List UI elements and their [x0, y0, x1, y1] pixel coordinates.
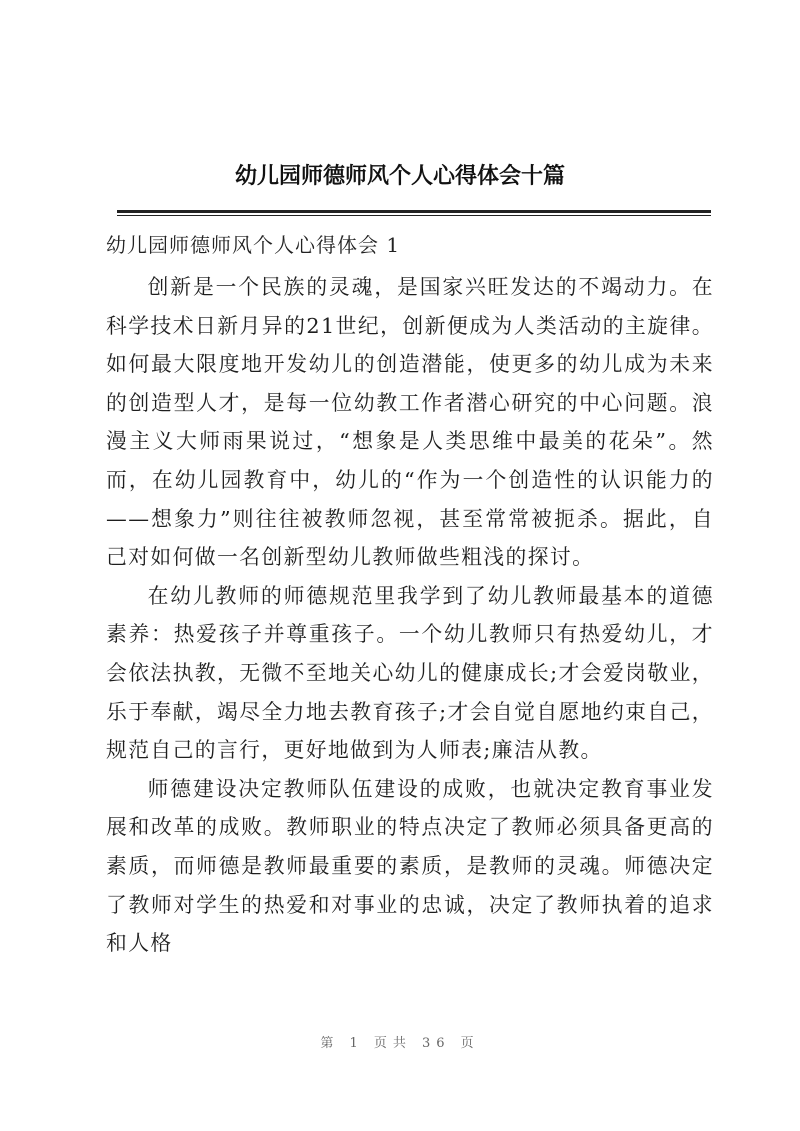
paragraph-3: 师德建设决定教师队伍建设的成败，也就决定教育事业发展和改革的成败。教师职业的特点决定了教师必须具备更高的素质，而师德是教师最重要的素质，是教师的灵魂。师德决定了教师对学生的热爱和对事业的忠诚，决定了教师执着的追求和人格	[106, 776, 714, 956]
body-text	[106, 268, 714, 963]
page-footer: 第 1 页共 36 页	[320, 1036, 480, 1051]
document-title: 幼儿园师德师风个人心得体会十篇	[234, 164, 565, 189]
title-divider	[117, 210, 711, 213]
section-heading: 幼儿园师德师风个人心得体会 1	[106, 233, 401, 257]
paragraph-2: 在幼儿教师的师德规范里我学到了幼儿教师最基本的道德素养：热爱孩子并尊重孩子。一个幼儿教师只有热爱幼儿，才会依法执教，无微不至地关心幼儿的健康成长;才会爱岗敬业，乐于奉献，竭尽全力地去教育孩子;才会自觉自愿地约束自己，规范自己的言行，更好地做到为人师表;廉洁从教。	[106, 583, 714, 763]
paragraph-1: 创新是一个民族的灵魂，是国家兴旺发达的不竭动力。在科学技术日新月异的21世纪，创新便成为人类活动的主旋律。如何最大限度地开发幼儿的创造潜能，使更多的幼儿成为未来的创造型人才，是每一位幼教工作者潜心研究的中心问题。浪漫主义大师雨果说过，“想象是人类思维中最美的花朵”。然而，在幼儿园教育中，幼儿的“作为一个创造性的认识能力的——想象力”则往往被教师忽视，甚至常常被扼杀。据此，自己对如何做一名创新型幼儿教师做些粗浅的探讨。	[106, 275, 714, 570]
